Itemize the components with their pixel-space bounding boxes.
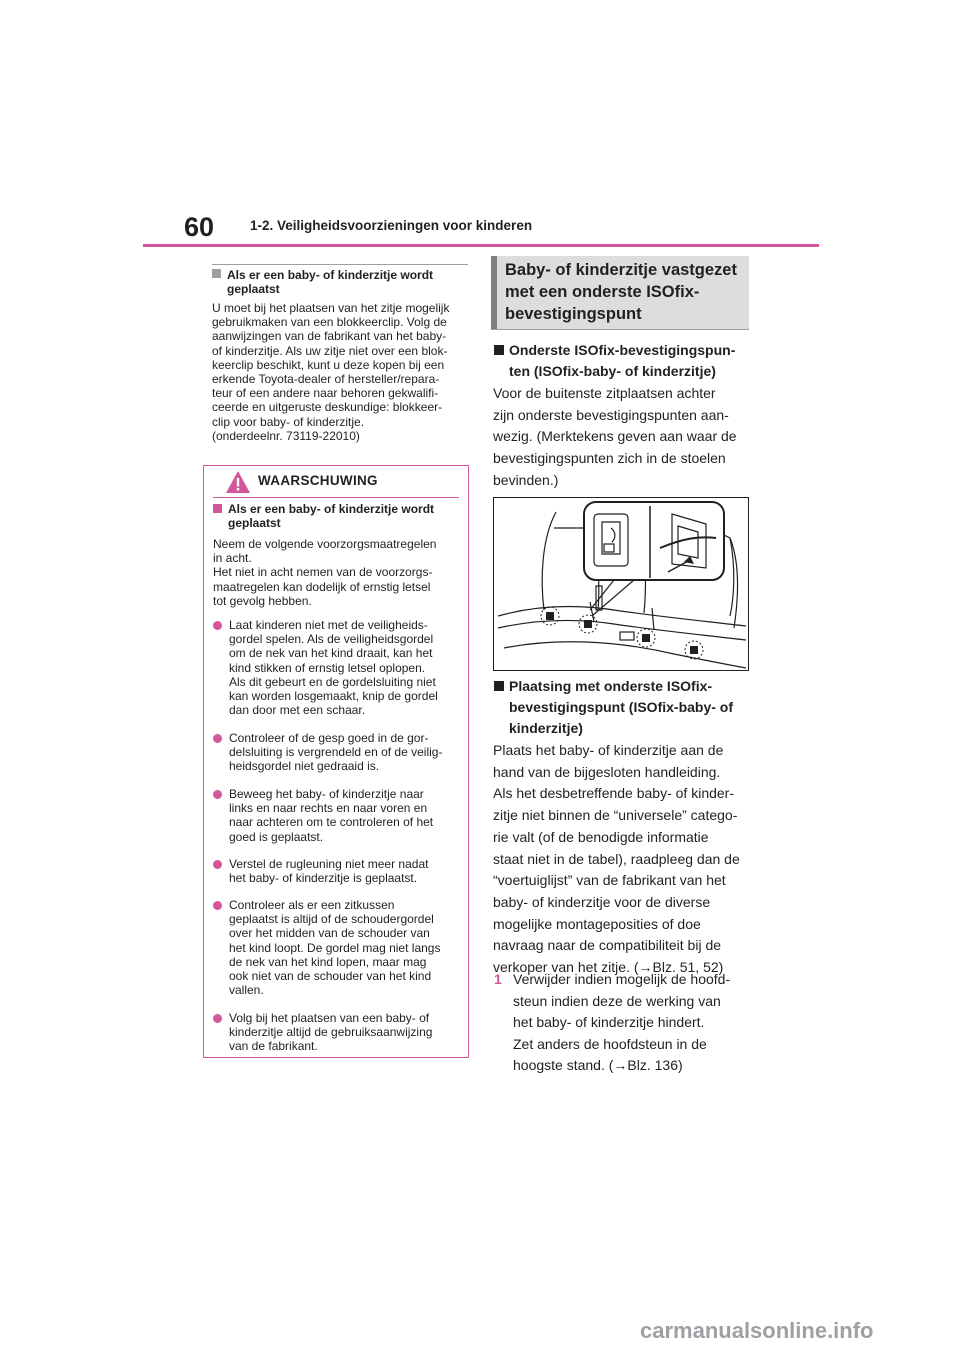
section-heading-bar: [491, 256, 497, 330]
body-line: “voertuiglijst” van de fabrikant van het: [493, 872, 726, 889]
step-text: [513, 969, 751, 1077]
warning-intro: [213, 537, 463, 608]
body-line: zitje niet binnen de “universele” catego-: [493, 807, 738, 824]
body-line: Als het desbetreffende baby- of kinder-: [493, 785, 735, 802]
left-subhead-text: Als er een baby- of kinderzitje wordt geplaatst: [227, 268, 434, 296]
body-line: bevestigingspunten zich in de stoelen: [493, 450, 726, 467]
warning-intro-line: maatregelen kan dodelijk of ernstig letsel: [213, 579, 431, 594]
bullet-dot-icon: [213, 790, 222, 799]
subheading-line: kinderzitje): [509, 720, 583, 736]
subheading-installation: [494, 676, 750, 739]
warning-header-rule: [213, 497, 459, 498]
body-line: zijn onderste bevestigingspunten aan-: [493, 406, 729, 423]
bullet-line: geplaatst is altijd of de schoudergordel: [229, 912, 434, 927]
bullet-line: Controleer of de gesp goed in de gor-: [229, 731, 429, 745]
warning-title: WAARSCHUWING: [258, 473, 378, 488]
bullet-line: Controleer als er een zitkussen: [229, 898, 395, 912]
bullet-line: kan worden losgemaakt, knip de gordel: [229, 689, 438, 704]
body-lower-anchors: [493, 383, 749, 492]
warning-intro-line: Neem de volgende voorzorgsmaatregelen: [213, 537, 437, 551]
left-body-line: ceerde en uitgeruste deskundige: blokkeer-: [212, 400, 443, 415]
body-line: navraag naar de compatibiliteit bij de: [493, 937, 722, 954]
section-title-line: Baby- of kinderzitje vastgezet: [505, 261, 737, 279]
left-body-line: erkende Toyota-dealer of hersteller/repara-: [212, 372, 440, 387]
bullet-line: ook niet van de schouder van het kind: [229, 969, 432, 984]
left-subhead-rule: [212, 264, 468, 265]
body-line: wezig. (Merktekens geven aan waar de: [493, 428, 737, 445]
bullet-line: de nek van het kind lopen, maar mag: [229, 954, 427, 969]
step-line: steun indien deze de werking van: [513, 992, 721, 1009]
bullet-line: Volg bij het plaatsen van een baby- of: [229, 1011, 430, 1025]
square-bullet-icon: [494, 681, 504, 691]
bullet-line: delsluiting is vergrendeld en of de veilig-: [229, 745, 443, 760]
body-installation: [493, 740, 749, 979]
body-line: rie valt (of de benodigde informatie: [493, 828, 709, 845]
bullet-line: heidsgordel niet gedraaid is.: [229, 759, 380, 774]
bullet-dot-icon: [213, 901, 222, 910]
warning-intro-line: tot gevolg hebben.: [213, 593, 312, 608]
page-number: 60: [184, 212, 215, 242]
warning-bullet-item: [213, 1011, 463, 1054]
bullet-line: Als dit gebeurt en de gordelsluiting niet: [229, 674, 436, 689]
warning-subhead: [213, 502, 463, 530]
body-line: mogelijke montageposities of doe: [493, 915, 701, 932]
bullet-dot-icon: [213, 734, 222, 743]
warning-bullet-item: [213, 857, 463, 885]
bullet-line: om de nek van het kind draait, kan het: [229, 646, 433, 661]
square-bullet-icon: [213, 504, 222, 513]
bullet-line: vallen.: [229, 983, 264, 998]
warning-intro-line: Het niet in acht nemen van de voorzorgs-: [213, 565, 433, 580]
left-body: [212, 301, 468, 443]
body-line: baby- of kinderzitje voor de diverse: [493, 893, 711, 910]
step-line: hoogste stand. (→Blz. 136): [513, 1057, 683, 1074]
warning-subhead-text: Als er een baby- of kinderzitje wordt geplaatst: [228, 502, 435, 530]
bullet-line: Verstel de rugleuning niet meer nadat: [229, 857, 429, 871]
running-head: 1-2. Veiligheidsvoorzieningen voor kinderen: [250, 218, 533, 233]
bullet-line: naar achteren om te controleren of het: [229, 815, 434, 830]
bullet-line: goed is geplaatst.: [229, 829, 324, 844]
section-title-line: bevestigingspunt: [505, 305, 642, 323]
bullet-line: links en naar rechts en naar voren en: [229, 801, 428, 816]
left-body-line: aanwijzingen van de fabrikant van het baby-: [212, 329, 447, 344]
step-line: het baby- of kinderzitje hindert.: [513, 1014, 705, 1031]
warning-triangle-icon: [225, 470, 251, 494]
rear-seat-drawing: [494, 498, 749, 671]
body-line: Voor de buitenste zitplaatsen achter: [493, 385, 716, 401]
left-body-line: teur of een andere naar behoren gekwalifi-: [212, 386, 439, 401]
watermark: carmanualsonline.info: [640, 1318, 874, 1343]
body-line: verkoper van het zitje. (→Blz. 51, 52): [493, 959, 724, 976]
bullet-line: dan door met een schaar.: [229, 703, 366, 718]
subheading-line: bevestigingspunt (ISOfix-baby- of: [509, 699, 734, 715]
bullet-line: het kind loopt. De gordel mag niet langs: [229, 940, 441, 955]
step-line: Verwijder indien mogelijk de hoofd-: [513, 971, 731, 987]
warning-bullet-item: [213, 787, 463, 844]
left-body-line: of kinderzitje. Als uw zitje niet over een blok-: [212, 343, 448, 358]
left-subhead: [212, 268, 468, 296]
bullet-line: Beweeg het baby- of kinderzitje naar: [229, 787, 424, 801]
bullet-dot-icon: [213, 621, 222, 630]
square-bullet-icon: [494, 345, 504, 355]
square-bullet-icon: [212, 269, 221, 278]
left-body-line: clip voor baby- of kinderzitje.: [212, 414, 365, 429]
bullet-line: van de fabrikant.: [229, 1039, 318, 1054]
bullet-dot-icon: [213, 860, 222, 869]
bullet-line: over het midden van de schouder van: [229, 926, 430, 941]
bullet-line: kinderzitje altijd de gebruiksaanwijzing: [229, 1025, 433, 1040]
left-body-line: gebruikmaken van een blokkeerclip. Volg de: [212, 315, 447, 330]
section-heading-rule: [491, 329, 749, 330]
isofix-seat-illustration: [493, 497, 749, 671]
body-line: bevinden.): [493, 471, 559, 488]
warning-bullet-item: [213, 618, 463, 717]
subheading-lower-anchors: [494, 340, 750, 382]
bullet-line: het baby- of kinderzitje is geplaatst.: [229, 871, 418, 886]
body-line: staat niet in de tabel), raadpleeg dan de: [493, 850, 740, 867]
left-body-line: keerclip beschikt, kunt u deze kopen bij een: [212, 357, 445, 372]
subheading-line: ten (ISOfix-baby- of kinderzitje): [509, 363, 716, 379]
section-title-line: met een onderste ISOfix-: [505, 283, 700, 301]
body-line: Plaats het baby- of kinderzitje aan de: [493, 742, 724, 758]
step-line: Zet anders de hoofdsteun in de: [513, 1035, 707, 1052]
left-body-line: U moet bij het plaatsen van het zitje mogelijk: [212, 301, 450, 315]
warning-intro-line: in acht.: [213, 551, 252, 566]
subheading-line: Onderste ISOfix-bevestigingspun-: [509, 342, 736, 358]
left-body-line: (onderdeelnr. 73119-22010): [212, 428, 360, 443]
body-line: hand van de bijgesloten handleiding.: [493, 763, 721, 780]
section-title: [505, 259, 745, 325]
warning-bullet-item: [213, 731, 463, 774]
subheading-line: Plaatsing met onderste ISOfix-: [509, 678, 713, 694]
bullet-line: kind stikken of ernstig letsel oplopen.: [229, 660, 426, 675]
warning-bullet-item: [213, 898, 463, 997]
step-number: 1: [494, 971, 502, 987]
bullet-line: Laat kinderen niet met de veiligheids-: [229, 618, 428, 632]
bullet-line: gordel spelen. Als de veiligheidsgordel: [229, 632, 434, 647]
bullet-dot-icon: [213, 1014, 222, 1023]
header-rule: [143, 244, 819, 247]
